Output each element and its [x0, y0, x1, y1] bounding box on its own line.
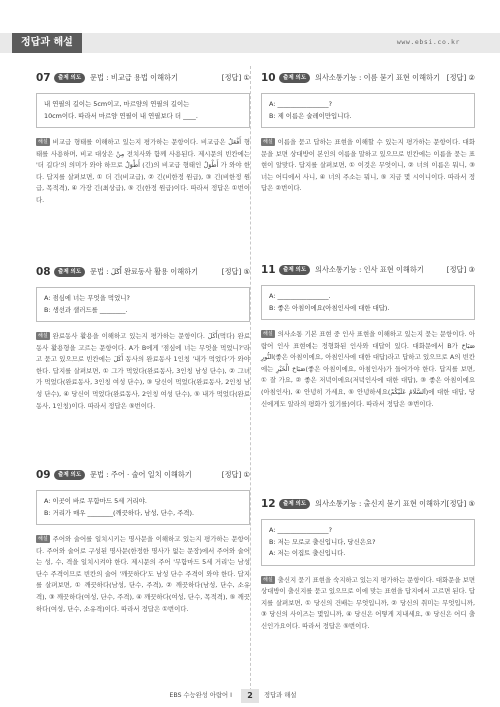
answer-label: [정답] ③: [446, 265, 475, 274]
intent-badge: 출제 의도: [54, 73, 85, 83]
answer-label: [정답] ①: [221, 470, 250, 479]
explanation-text: 완료동사 활용을 이해하고 있는지 평가하는 문항이다. أَكَلَ(먹다) 완료동사 활용형을 고르는 문항이다. A가 B에게 '점심에 너는 무엇을 먹었니?'라고 묻고 있으므로 빈칸에는 أَكَلَ 동사의 완료동사 1인칭 '내가 먹었다'가 와야 한다. 답지를 살펴보면, ① 그가 먹었다(완료동사, 3인칭 남성 단수), ② 그녀가 먹었다(완료동사, 3인칭 여성 단수), ③ 당신이 먹었다(완료동사, 2인칭 남성 단수), ④ 당신이 먹었다(완료동사, 2인칭 여성 단수), ⑤ 내가 먹었다(완료동사, 1인칭)이다. 따라서 정답은 ⑤번이다.: [36, 332, 250, 410]
prompt-box: [261, 285, 475, 320]
section-title: 정답과 해설: [12, 33, 82, 53]
question-number: 12: [261, 498, 276, 510]
question-title: 의사소통기능 : 출신지 묻기 표현 이해하기: [315, 499, 447, 508]
prompt-line: A: ________________?: [269, 526, 332, 534]
prompt-box: [36, 490, 250, 525]
question-09: [36, 468, 250, 615]
prompt-line: A: 점심에 너는 무엇을 먹었니?: [44, 294, 130, 302]
intent-badge: 출제 의도: [54, 267, 85, 277]
prompt-line: 내 연필의 길이는 5cm이고, 마르얌의 연필의 길이는: [44, 100, 190, 108]
explanation-text: 이름을 묻고 답하는 표현을 이해할 수 있는지 평가하는 문항이다. 대화문을 보면 상대방이 본인의 이름을 말하고 있으므로 빈칸에는 이름을 묻는 표현이 알맞다. 답지를 살펴보면, ① 이것은 무엇이니, ② 너의 이름은 뭐니, ③ 너는 어디에서 사니, ④ 너의 주소는 뭐니, ⑤ 지금 몇 시이니이다. 따라서 정답은 ②번이다.: [261, 138, 475, 193]
explanation-text: 비교급 형태를 이해하고 있는지 평가하는 문항이다. 비교급은 أَفْعَلُ 형태를 사용하며, 비교 대상은 مِنْ 전치사와 함께 사용된다. 제시문의 빈칸에는 '더 길다'의 의미가 와야 하므로 أَطْوَلُ (긴)의 비교급 형태인 أَطْوَلُ 가 와야 한다. 답지를 살펴보면, ① 더 긴(비교급), ② 긴(비한정 원급), ③ 긴(비한정 원급, 목적격), ④ 가장 긴(최상급), ⑤ 긴(한정 원급)이다. 따라서 정답은 ①번이다.: [36, 138, 250, 204]
explanation-tag: 해설: [38, 139, 48, 145]
answer-label: [정답] ⑤: [446, 499, 475, 508]
question-10: [261, 71, 475, 195]
prompt-line: B: 저는 모로코 출신입니다, 당신은요?: [269, 537, 376, 546]
prompt-line: B: 제 이름은 술레이만입니다.: [269, 111, 352, 120]
answer-label: [정답] ②: [446, 73, 475, 82]
question-11: [261, 263, 475, 410]
question-number: 10: [261, 72, 276, 84]
explanation-tag: 해설: [263, 331, 273, 337]
explanation: [36, 137, 250, 207]
explanation: [36, 534, 250, 615]
footer-section: 정답과 해설: [264, 692, 297, 699]
explanation-text: 출신지 묻기 표현을 숙지하고 있는지 평가하는 문항이다. 대화문을 보면 상대방이 출신지를 묻고 있으므로 이에 맞는 표현을 답지에서 고르면 된다. 답지를 살펴보면, ① 당신의 건배는 무엇입니까, ② 당신의 취미는 무엇입니까, ③ 당신의 사이즈는 몇입니까, ④ 당신은 어떻게 지내세요, ⑤ 당신은 어디 출신인가요이다. 따라서 정답은 ⑤번이다.: [261, 575, 475, 630]
question-12: [261, 497, 475, 632]
prompt-box: [36, 93, 250, 128]
answer-label: [정답] ①: [221, 73, 250, 82]
question-number: 07: [36, 72, 51, 84]
question-title: 문법 : 비교급 용법 이해하기: [90, 73, 178, 82]
page-number: 2: [241, 689, 259, 703]
prompt-box: [261, 519, 475, 566]
question-number: 09: [36, 469, 51, 481]
explanation-tag: 해설: [263, 139, 273, 145]
explanation-tag: 해설: [38, 536, 48, 542]
explanation-tag: 해설: [38, 333, 48, 339]
question-title: 문법 : أَكَلَ 완료동사 활용 이해하기: [90, 267, 199, 276]
prompt-line: B: 거리가 매우 ________(깨끗하다, 남성, 단수, 주격).: [44, 508, 194, 517]
prompt-line: A: ________________?: [269, 100, 332, 108]
intent-badge: 출제 의도: [54, 470, 85, 480]
question-title: 문법 : 주어 · 술어 일치 이해하기: [90, 470, 192, 479]
question-07: [36, 71, 250, 207]
prompt-line: 10cm이다. 따라서 마르얌 연필이 내 연필보다 더 ____.: [44, 111, 198, 120]
prompt-box: [36, 287, 250, 322]
prompt-line: A: 저는 이집트 출신입니다.: [269, 549, 346, 557]
prompt-line: A: ________________.: [269, 292, 331, 300]
explanation-tag: 해설: [263, 576, 273, 583]
explanation: [36, 331, 250, 412]
intent-badge: 출제 의도: [279, 499, 310, 509]
intent-badge: 출제 의도: [279, 265, 310, 275]
footer: [0, 689, 500, 703]
explanation: [261, 329, 475, 410]
prompt-line: B: 생선과 샐러드를 ________.: [44, 305, 128, 314]
question-number: 08: [36, 266, 51, 278]
question-title: 의사소통기능 : 이름 묻기 표현 이해하기: [315, 73, 440, 82]
intent-badge: 출제 의도: [279, 73, 310, 83]
prompt-line: A: 이곳이 바로 무함마드 5세 거리야.: [44, 497, 147, 505]
prompt-line: B: 좋은 아침이에요(아침인사에 대한 대답).: [269, 303, 390, 312]
explanation-text: 의사소통 기본 표현 중 인사 표현을 이해하고 있는지 묻는 문항이다. 아랍어 인사 표현에는 정형화된 인사와 대답이 있다. 대화문에서 B가 صَبَاحَ النُّورِ(좋은 아침이에요, 아침인사에 대한 대답)라고 답하고 있으므로 A의 빈칸에는 صَبَاحَ الْخَيْرِ(좋은 아침이에요, 아침인사)가 들어가야 한다. 답지를 보면, ① 잘 가요, ② 좋은 저녁이에요(저녁인사에 대한 대답), ③ 좋은 아침이에요(아침인사), ④ 안녕히 가세요, ⑤ 안녕하세요(اَلسَّلَامُ عَلَيْكُمْ)에 대한 대답, 당신에게도 알라의 평화가 있기를)이다. 따라서 정답은 ③번이다.: [261, 330, 475, 408]
question-number: 11: [261, 264, 276, 276]
footer-book-title: EBS 수능완성 아랍어 I: [169, 692, 232, 699]
question-title: 의사소통기능 : 인사 표현 이해하기: [315, 265, 424, 274]
prompt-box: [261, 93, 475, 128]
explanation: [261, 575, 475, 633]
column-divider: [250, 66, 251, 696]
site-url: www.ebsi.co.kr: [396, 38, 460, 46]
explanation: [261, 137, 475, 195]
question-08: [36, 265, 250, 412]
answer-label: [정답] ⑤: [221, 267, 250, 276]
explanation-text: 주어와 술어를 일치시키는 명사문을 이해하고 있는지 평가하는 문항이다. 주어와 술어로 구성된 명사문(한정한 명사가 없는 문장)에서 주어와 술어는 성, 수, 격을 일치시켜야 한다. 제시문의 주어 '무함마드 5세 거리'는 남성 단수 주격이므로 빈칸의 술어 '깨끗하다'도 남성 단수 주격이 와야 한다. 답지를 살펴보면, ① 깨끗하다(남성, 단수, 주격), ② 깨끗하다(남성, 단수, 소유격), ③ 깨끗하다(여성, 단수, 주격), ④ 깨끗하다(여성, 단수, 목적격), ⑤ 깨끗하다(여성, 단수, 소유격)이다. 따라서 정답은 ①번이다.: [36, 535, 250, 613]
